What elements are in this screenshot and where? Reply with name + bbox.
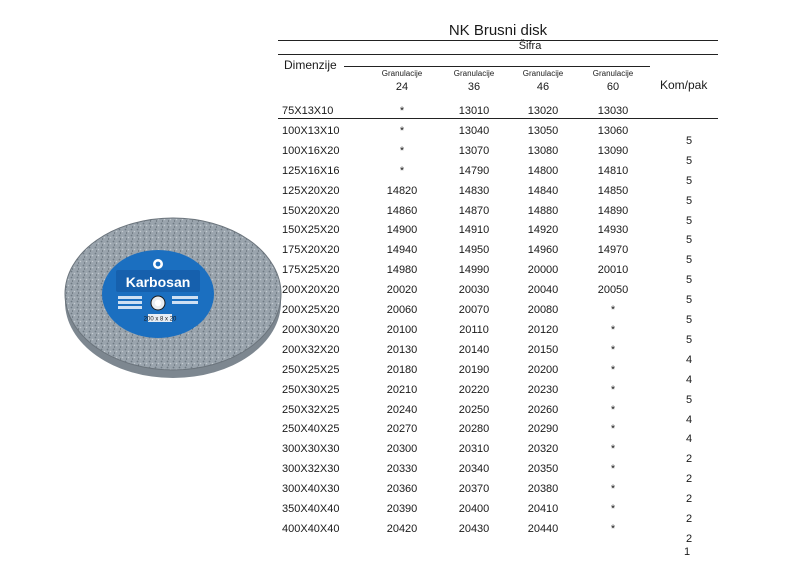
code-cell: 20300 <box>386 443 418 456</box>
pack-cell: 5 <box>685 134 693 147</box>
code-cell: 20350 <box>527 463 559 476</box>
code-cell: 14960 <box>527 244 559 257</box>
table-row <box>0 364 800 384</box>
dimension-cell: 125X16X16 <box>282 164 340 177</box>
code-cell: 20070 <box>458 304 490 316</box>
code-cell: 20400 <box>458 503 490 515</box>
code-cell: 20280 <box>458 423 490 436</box>
code-cell: 20440 <box>527 522 559 535</box>
dimension-cell: 75X13X10 <box>282 105 334 117</box>
code-cell: * <box>399 124 405 137</box>
granulation-label: Granulacije <box>381 69 423 78</box>
granulation-value: 36 <box>467 81 481 93</box>
code-cell: * <box>610 323 616 336</box>
dimension-cell: 350X40X40 <box>282 503 340 515</box>
dimension-cell: 200X30X20 <box>282 323 340 336</box>
table-row <box>0 304 800 324</box>
code-cell: 20380 <box>527 483 559 496</box>
table-row <box>0 284 800 307</box>
code-cell: 20020 <box>386 284 418 297</box>
code-cell: 20060 <box>386 304 418 316</box>
code-cell: 20030 <box>458 284 490 297</box>
code-cell: 13020 <box>527 105 559 117</box>
code-cell: 20120 <box>527 323 559 336</box>
granulation-value: 24 <box>395 81 409 93</box>
table-row <box>0 244 800 267</box>
code-cell: 20340 <box>458 463 490 476</box>
pack-header: Kom/pak <box>660 78 708 92</box>
code-cell: 20180 <box>386 363 418 376</box>
dimension-cell: 200X32X20 <box>282 343 340 356</box>
table-row <box>0 423 800 446</box>
table-title: NK Brusni disk <box>448 22 548 39</box>
pack-cell: 5 <box>685 314 693 326</box>
pack-cell: 4 <box>685 413 693 426</box>
pack-cell: 2 <box>685 513 693 525</box>
code-cell: 20420 <box>386 522 418 535</box>
code-cell: 20250 <box>458 403 490 416</box>
code-cell: 13040 <box>458 124 490 137</box>
code-cell: 14980 <box>386 264 418 277</box>
dimension-cell: 400X40X40 <box>282 522 340 535</box>
code-cell: 14840 <box>527 184 559 197</box>
granulation-label: Granulacije <box>522 69 564 78</box>
code-cell: 20310 <box>458 443 490 456</box>
code-cell: 14820 <box>386 184 418 197</box>
table-row <box>0 344 800 364</box>
code-cell: 20270 <box>386 423 418 436</box>
pack-cell: 5 <box>685 174 693 187</box>
pack-cell: 5 <box>685 194 693 207</box>
pack-cell: 2 <box>685 473 693 486</box>
code-cell: 14910 <box>458 224 490 237</box>
code-cell: 13090 <box>597 144 629 157</box>
pack-cell: 5 <box>685 274 693 287</box>
code-cell: 20000 <box>527 264 559 277</box>
code-cell: 20210 <box>386 383 418 396</box>
dimension-cell: 150X25X20 <box>282 224 340 237</box>
code-cell: 20130 <box>386 343 418 356</box>
code-cell: 13080 <box>527 144 559 157</box>
code-cell: 13070 <box>458 144 490 157</box>
dimension-cell: 250X32X25 <box>282 403 340 416</box>
code-cell: 13030 <box>597 105 629 117</box>
code-cell: 20260 <box>527 403 559 416</box>
code-cell: 13010 <box>458 105 490 117</box>
pack-cell: 4 <box>685 373 693 386</box>
dimensions-header: Dimenzije <box>284 58 337 72</box>
granulation-divider <box>344 66 650 67</box>
code-cell: 14990 <box>458 264 490 277</box>
table-row <box>0 105 800 125</box>
code-cell: 20050 <box>597 284 629 297</box>
table-row <box>0 224 800 247</box>
code-cell: 20200 <box>527 363 559 376</box>
dimension-cell: 250X25X25 <box>282 363 340 376</box>
table-row <box>0 523 800 543</box>
code-cell: 20370 <box>458 483 490 496</box>
granulation-label: Granulacije <box>592 69 634 78</box>
code-cell: * <box>399 144 405 157</box>
dimension-cell: 250X40X25 <box>282 423 340 436</box>
table-row <box>0 324 800 344</box>
pack-cell: 2 <box>685 493 693 506</box>
dimension-cell: 300X40X30 <box>282 483 340 496</box>
code-cell: * <box>610 463 616 476</box>
pack-cell: 2 <box>685 453 693 466</box>
dimension-cell: 175X25X20 <box>282 264 340 277</box>
table-row <box>0 404 800 424</box>
code-cell: 20080 <box>527 304 559 316</box>
code-cell: 14920 <box>527 224 559 237</box>
dimension-cell: 100X13X10 <box>282 124 340 137</box>
code-cell: 14850 <box>597 184 629 197</box>
dimension-cell: 200X25X20 <box>282 304 340 316</box>
code-cell: 20010 <box>597 264 629 277</box>
pack-cell: 5 <box>685 234 693 247</box>
code-cell: 20230 <box>527 383 559 396</box>
table-row <box>0 185 800 205</box>
pack-cell: 4 <box>685 433 693 446</box>
code-cell: * <box>610 403 616 416</box>
table-row <box>0 443 800 466</box>
code-divider <box>278 54 718 55</box>
code-cell: 20100 <box>386 323 418 336</box>
pack-cell: 5 <box>685 333 693 346</box>
dimension-cell: 250X30X25 <box>282 383 340 396</box>
granulation-label: Granulacije <box>453 69 495 78</box>
code-cell: * <box>610 423 616 436</box>
code-cell: 20410 <box>527 503 559 515</box>
table-row <box>0 483 800 506</box>
code-cell: 14860 <box>386 204 418 217</box>
table-row <box>0 503 800 523</box>
code-cell: 20390 <box>386 503 418 515</box>
code-cell: 14810 <box>597 164 629 177</box>
code-cell: 20140 <box>458 343 490 356</box>
code-cell: * <box>399 105 405 117</box>
code-cell: 20430 <box>458 522 490 535</box>
granulation-value: 60 <box>606 81 620 93</box>
pack-cell: 4 <box>685 353 693 366</box>
pack-cell: 2 <box>685 532 693 545</box>
code-cell: * <box>610 383 616 396</box>
dimension-cell: 100X16X20 <box>282 144 340 157</box>
code-cell: 20360 <box>386 483 418 496</box>
code-cell: 20330 <box>386 463 418 476</box>
code-cell: 20320 <box>527 443 559 456</box>
code-cell: 20220 <box>458 383 490 396</box>
code-cell: 14940 <box>386 244 418 257</box>
dimension-cell: 150X20X20 <box>282 204 340 217</box>
table-row <box>0 264 800 287</box>
brand-logo-text: Karbosan <box>125 274 191 290</box>
code-cell: * <box>610 363 616 376</box>
code-cell: 13050 <box>527 124 559 137</box>
dimension-cell: 200X20X20 <box>282 284 340 297</box>
code-cell: * <box>610 443 616 456</box>
code-cell: 14950 <box>458 244 490 257</box>
pack-cell: 5 <box>685 254 693 267</box>
table-row <box>0 463 800 486</box>
code-cell: 13060 <box>597 124 629 137</box>
code-cell: 20040 <box>527 284 559 297</box>
code-cell: * <box>399 164 405 177</box>
dimension-cell: 125X20X20 <box>282 184 340 197</box>
pack-cell: 5 <box>685 214 693 227</box>
code-cell: 20240 <box>386 403 418 416</box>
code-cell: 14830 <box>458 184 490 197</box>
table-row <box>0 125 800 145</box>
code-cell: 20150 <box>527 343 559 356</box>
pack-cell: 5 <box>685 294 693 307</box>
granulation-value: 46 <box>536 81 550 93</box>
code-cell: 20110 <box>459 323 489 336</box>
code-cell: 14880 <box>527 204 559 217</box>
code-cell: 20190 <box>458 363 490 376</box>
code-cell: 14930 <box>597 224 629 237</box>
code-cell: * <box>610 503 616 515</box>
trailing-pack-count: 1 <box>684 546 691 558</box>
size-label: 200 x 8 x 20 <box>143 316 177 323</box>
code-cell: 20290 <box>527 423 559 436</box>
pack-cell: 5 <box>685 393 693 406</box>
code-header: Šifra <box>518 40 542 52</box>
code-cell: * <box>610 343 616 356</box>
code-cell: 14890 <box>597 204 629 217</box>
code-cell: 14970 <box>597 244 629 257</box>
code-cell: 14800 <box>527 164 559 177</box>
code-cell: * <box>610 522 616 535</box>
code-cell: 14790 <box>458 164 490 177</box>
pack-cell: 5 <box>685 154 693 167</box>
dimension-cell: 300X32X30 <box>282 463 340 476</box>
table-row <box>0 205 800 225</box>
code-cell: * <box>610 483 616 496</box>
table-row <box>0 384 800 404</box>
table-row <box>0 165 800 185</box>
code-cell: 14870 <box>458 204 490 217</box>
code-cell: 14900 <box>386 224 418 237</box>
table-row <box>0 145 800 165</box>
code-cell: * <box>610 304 616 316</box>
dimension-cell: 300X30X30 <box>282 443 340 456</box>
dimension-cell: 175X20X20 <box>282 244 340 257</box>
